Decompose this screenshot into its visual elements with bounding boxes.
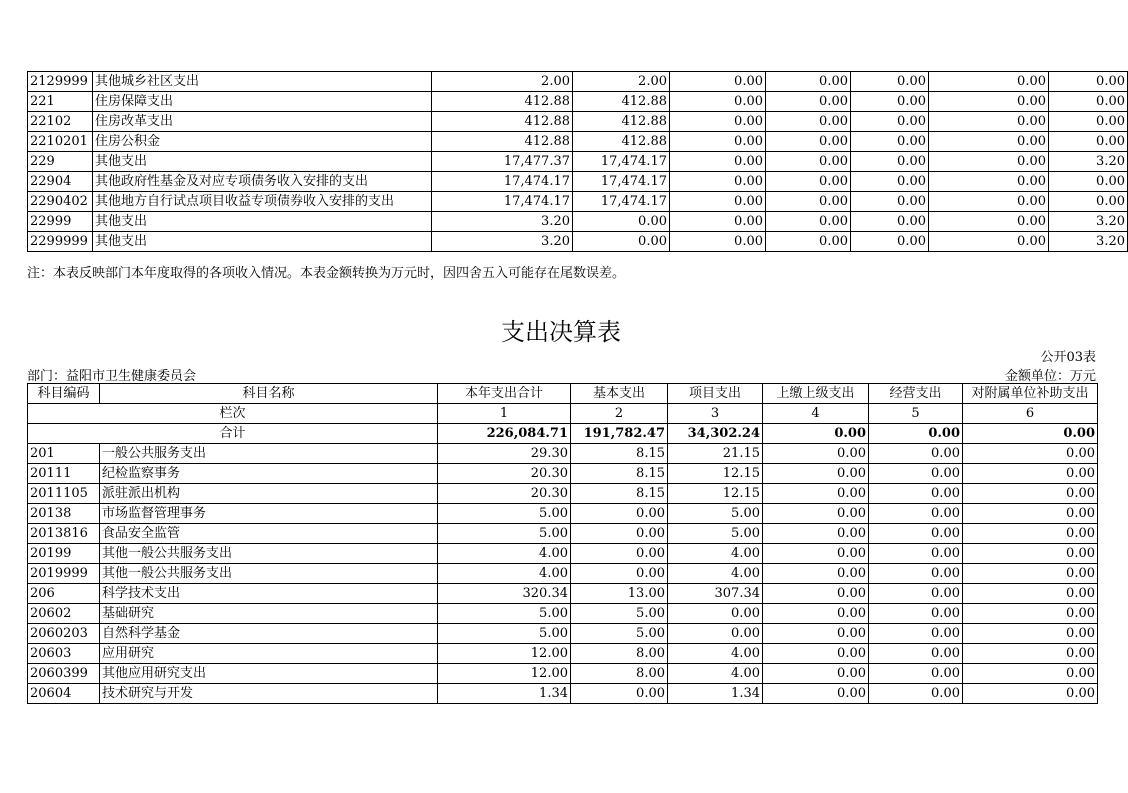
table-row <box>28 564 1098 584</box>
amount-cell: 0.00 <box>766 192 851 212</box>
subject-code-cell: 20111 <box>28 464 100 484</box>
amount-cell: 0.00 <box>869 524 963 544</box>
amount-cell: 4.00 <box>438 544 571 564</box>
amount-cell: 0.00 <box>963 604 1098 624</box>
subject-name-cell: 技术研究与开发 <box>100 684 438 704</box>
amount-cell: 17,474.17 <box>432 192 573 212</box>
amount-cell: 4.00 <box>668 564 763 584</box>
amount-cell: 0.00 <box>963 524 1098 544</box>
amount-cell: 20.30 <box>438 484 571 504</box>
subject-code-cell: 229 <box>28 152 93 172</box>
subject-code-cell: 2060399 <box>28 664 100 684</box>
amount-cell: 0.00 <box>766 132 851 152</box>
amount-cell: 0.00 <box>869 684 963 704</box>
subject-name-cell: 其他一般公共服务支出 <box>100 544 438 564</box>
table-row <box>28 664 1098 684</box>
amount-cell: 0.00 <box>766 232 851 252</box>
amount-cell: 12.00 <box>438 644 571 664</box>
amount-cell: 0.00 <box>963 444 1098 464</box>
amount-cell: 0.00 <box>670 172 766 192</box>
amount-cell: 0.00 <box>668 604 763 624</box>
total-row <box>28 424 1098 444</box>
amount-cell: 0.00 <box>963 584 1098 604</box>
amount-cell: 0.00 <box>929 212 1049 232</box>
amount-cell: 0.00 <box>851 72 929 92</box>
subject-code-cell: 2013816 <box>28 524 100 544</box>
amount-cell: 0.00 <box>929 72 1049 92</box>
subject-code-cell: 22102 <box>28 112 93 132</box>
total-amount-cell: 0.00 <box>869 424 963 444</box>
amount-cell: 0.00 <box>571 544 668 564</box>
amount-cell: 0.00 <box>1049 72 1128 92</box>
subject-name-cell: 派驻派出机构 <box>100 484 438 504</box>
amount-cell: 0.00 <box>763 644 869 664</box>
column-number: 5 <box>869 404 963 424</box>
table-row <box>28 524 1098 544</box>
amount-cell: 0.00 <box>963 644 1098 664</box>
subject-name-cell: 其他政府性基金及对应专项债务收入安排的支出 <box>93 172 432 192</box>
subject-code-cell: 2210201 <box>28 132 93 152</box>
amount-cell: 4.00 <box>668 644 763 664</box>
amount-cell: 1.34 <box>438 684 571 704</box>
amount-cell: 0.00 <box>670 72 766 92</box>
subject-code-cell: 206 <box>28 584 100 604</box>
amount-cell: 0.00 <box>571 564 668 584</box>
amount-cell: 12.00 <box>438 664 571 684</box>
amount-cell: 0.00 <box>851 152 929 172</box>
amount-cell: 0.00 <box>670 132 766 152</box>
subject-name-cell: 市场监督管理事务 <box>100 504 438 524</box>
amount-cell: 17,474.17 <box>573 152 670 172</box>
table-code-label: 公开03表 <box>1040 350 1096 365</box>
amount-cell: 5.00 <box>438 524 571 544</box>
amount-cell: 0.00 <box>573 212 670 232</box>
column-header: 科目名称 <box>100 384 438 404</box>
subject-name-cell: 纪检监察事务 <box>100 464 438 484</box>
subject-code-cell: 2011105 <box>28 484 100 504</box>
amount-cell: 412.88 <box>432 132 573 152</box>
amount-cell: 0.00 <box>766 152 851 172</box>
amount-cell: 5.00 <box>438 504 571 524</box>
amount-cell: 8.15 <box>571 444 668 464</box>
subject-name-cell: 住房保障支出 <box>93 92 432 112</box>
amount-cell: 0.00 <box>929 232 1049 252</box>
subject-code-cell: 20604 <box>28 684 100 704</box>
amount-cell: 0.00 <box>963 664 1098 684</box>
amount-cell: 17,474.17 <box>573 192 670 212</box>
column-number: 4 <box>763 404 869 424</box>
amount-cell: 320.34 <box>438 584 571 604</box>
amount-cell: 2.00 <box>573 72 670 92</box>
amount-cell: 0.00 <box>851 232 929 252</box>
amount-cell: 0.00 <box>851 132 929 152</box>
amount-cell: 0.00 <box>869 604 963 624</box>
subject-code-cell: 221 <box>28 92 93 112</box>
column-number: 6 <box>963 404 1098 424</box>
amount-cell: 12.15 <box>668 464 763 484</box>
amount-cell: 8.00 <box>571 644 668 664</box>
amount-cell: 0.00 <box>869 544 963 564</box>
amount-cell: 5.00 <box>438 604 571 624</box>
table-row <box>28 72 1128 92</box>
amount-cell: 0.00 <box>670 232 766 252</box>
table-row <box>28 112 1128 132</box>
amount-cell: 0.00 <box>1049 92 1128 112</box>
total-amount-cell: 226,084.71 <box>438 424 571 444</box>
subject-code-cell: 2290402 <box>28 192 93 212</box>
amount-cell: 0.00 <box>929 152 1049 172</box>
header-row <box>28 384 1098 404</box>
amount-cell: 412.88 <box>432 92 573 112</box>
amount-cell: 412.88 <box>432 112 573 132</box>
subject-name-cell: 食品安全监管 <box>100 524 438 544</box>
column-header: 科目编码 <box>28 384 100 404</box>
table-row <box>28 604 1098 624</box>
amount-cell: 0.00 <box>670 152 766 172</box>
amount-cell: 0.00 <box>851 192 929 212</box>
amount-cell: 0.00 <box>851 92 929 112</box>
column-header: 对附属单位补助支出 <box>963 384 1098 404</box>
amount-cell: 0.00 <box>766 72 851 92</box>
subject-code-cell: 22904 <box>28 172 93 192</box>
amount-cell: 0.00 <box>571 524 668 544</box>
amount-cell: 4.00 <box>668 544 763 564</box>
amount-cell: 0.00 <box>571 504 668 524</box>
amount-cell: 0.00 <box>763 444 869 464</box>
table-row <box>28 644 1098 664</box>
table-row <box>28 624 1098 644</box>
amount-cell: 0.00 <box>869 444 963 464</box>
amount-cell: 0.00 <box>869 484 963 504</box>
amount-cell: 412.88 <box>573 132 670 152</box>
amount-cell: 0.00 <box>1049 112 1128 132</box>
amount-cell: 8.15 <box>571 484 668 504</box>
amount-cell: 29.30 <box>438 444 571 464</box>
amount-cell: 0.00 <box>766 92 851 112</box>
amount-cell: 0.00 <box>763 664 869 684</box>
subject-code-cell: 20603 <box>28 644 100 664</box>
amount-cell: 8.00 <box>571 664 668 684</box>
subject-name-cell: 其他城乡社区支出 <box>93 72 432 92</box>
amount-cell: 0.00 <box>763 464 869 484</box>
amount-cell: 0.00 <box>869 504 963 524</box>
amount-cell: 0.00 <box>929 172 1049 192</box>
table-row <box>28 92 1128 112</box>
amount-cell: 412.88 <box>573 92 670 112</box>
subject-code-cell: 2060203 <box>28 624 100 644</box>
amount-cell: 0.00 <box>869 644 963 664</box>
amount-cell: 0.00 <box>670 92 766 112</box>
amount-cell: 0.00 <box>851 112 929 132</box>
column-header: 上缴上级支出 <box>763 384 869 404</box>
column-number: 1 <box>438 404 571 424</box>
amount-cell: 0.00 <box>963 564 1098 584</box>
amount-cell: 0.00 <box>766 212 851 232</box>
total-amount-cell: 0.00 <box>963 424 1098 444</box>
expenditure-table <box>27 383 1098 704</box>
unit-label: 金额单位：万元 <box>1004 369 1096 384</box>
amount-cell: 0.00 <box>668 624 763 644</box>
amount-cell: 0.00 <box>869 624 963 644</box>
subject-name-cell: 住房公积金 <box>93 132 432 152</box>
table-row <box>28 172 1128 192</box>
amount-cell: 17,474.17 <box>573 172 670 192</box>
footnote: 注：本表反映部门本年度取得的各项收入情况。本表金额转换为万元时，因四舍五入可能存在尾数误差。 <box>27 266 626 281</box>
amount-cell: 3.20 <box>1049 232 1128 252</box>
amount-cell: 5.00 <box>668 504 763 524</box>
table-row <box>28 132 1128 152</box>
page-title: 支出决算表 <box>501 318 621 346</box>
subject-name-cell: 自然科学基金 <box>100 624 438 644</box>
amount-cell: 0.00 <box>963 504 1098 524</box>
column-number: 3 <box>668 404 763 424</box>
top-table <box>27 71 1128 252</box>
subject-code-cell: 20602 <box>28 604 100 624</box>
amount-cell: 0.00 <box>763 484 869 504</box>
subject-code-cell: 2019999 <box>28 564 100 584</box>
amount-cell: 4.00 <box>668 664 763 684</box>
amount-cell: 5.00 <box>438 624 571 644</box>
amount-cell: 0.00 <box>1049 132 1128 152</box>
amount-cell: 0.00 <box>929 112 1049 132</box>
department-label: 部门：益阳市卫生健康委员会 <box>27 369 197 384</box>
subject-code-cell: 20199 <box>28 544 100 564</box>
table-row <box>28 484 1098 504</box>
amount-cell: 20.30 <box>438 464 571 484</box>
subject-code-cell: 2129999 <box>28 72 93 92</box>
table-row <box>28 684 1098 704</box>
subject-name-cell: 其他支出 <box>93 212 432 232</box>
table-row <box>28 444 1098 464</box>
table-row <box>28 584 1098 604</box>
amount-cell: 0.00 <box>869 584 963 604</box>
amount-cell: 0.00 <box>573 232 670 252</box>
amount-cell: 2.00 <box>432 72 573 92</box>
subject-name-cell: 其他支出 <box>93 232 432 252</box>
column-number-label: 栏次 <box>28 404 438 424</box>
subject-code-cell: 2299999 <box>28 232 93 252</box>
amount-cell: 3.20 <box>1049 212 1128 232</box>
subject-name-cell: 一般公共服务支出 <box>100 444 438 464</box>
amount-cell: 21.15 <box>668 444 763 464</box>
subject-code-cell: 20138 <box>28 504 100 524</box>
column-header: 基本支出 <box>571 384 668 404</box>
subject-name-cell: 其他一般公共服务支出 <box>100 564 438 584</box>
amount-cell: 0.00 <box>869 664 963 684</box>
table-row <box>28 464 1098 484</box>
amount-cell: 0.00 <box>1049 192 1128 212</box>
amount-cell: 5.00 <box>571 624 668 644</box>
column-header: 项目支出 <box>668 384 763 404</box>
amount-cell: 0.00 <box>766 172 851 192</box>
amount-cell: 17,477.37 <box>432 152 573 172</box>
amount-cell: 1.34 <box>668 684 763 704</box>
amount-cell: 0.00 <box>571 684 668 704</box>
amount-cell: 17,474.17 <box>432 172 573 192</box>
amount-cell: 0.00 <box>763 684 869 704</box>
amount-cell: 0.00 <box>766 112 851 132</box>
amount-cell: 12.15 <box>668 484 763 504</box>
total-amount-cell: 0.00 <box>763 424 869 444</box>
amount-cell: 0.00 <box>763 544 869 564</box>
amount-cell: 8.15 <box>571 464 668 484</box>
amount-cell: 0.00 <box>1049 172 1128 192</box>
amount-cell: 0.00 <box>963 624 1098 644</box>
table-row <box>28 192 1128 212</box>
amount-cell: 0.00 <box>670 112 766 132</box>
table-row <box>28 212 1128 232</box>
amount-cell: 0.00 <box>763 504 869 524</box>
table-row <box>28 152 1128 172</box>
amount-cell: 0.00 <box>670 212 766 232</box>
column-header: 本年支出合计 <box>438 384 571 404</box>
amount-cell: 3.20 <box>432 212 573 232</box>
amount-cell: 0.00 <box>963 544 1098 564</box>
amount-cell: 0.00 <box>963 484 1098 504</box>
table-row <box>28 504 1098 524</box>
amount-cell: 0.00 <box>670 192 766 212</box>
amount-cell: 0.00 <box>963 684 1098 704</box>
amount-cell: 307.34 <box>668 584 763 604</box>
amount-cell: 0.00 <box>963 464 1098 484</box>
amount-cell: 0.00 <box>763 624 869 644</box>
subject-name-cell: 其他支出 <box>93 152 432 172</box>
amount-cell: 13.00 <box>571 584 668 604</box>
amount-cell: 412.88 <box>573 112 670 132</box>
amount-cell: 5.00 <box>571 604 668 624</box>
amount-cell: 5.00 <box>668 524 763 544</box>
amount-cell: 3.20 <box>1049 152 1128 172</box>
amount-cell: 3.20 <box>432 232 573 252</box>
subject-name-cell: 应用研究 <box>100 644 438 664</box>
column-number-row <box>28 404 1098 424</box>
amount-cell: 0.00 <box>869 564 963 584</box>
amount-cell: 0.00 <box>929 92 1049 112</box>
subject-code-cell: 201 <box>28 444 100 464</box>
amount-cell: 0.00 <box>763 564 869 584</box>
amount-cell: 0.00 <box>763 604 869 624</box>
total-amount-cell: 34,302.24 <box>668 424 763 444</box>
amount-cell: 0.00 <box>763 524 869 544</box>
amount-cell: 0.00 <box>763 584 869 604</box>
total-label: 合计 <box>28 424 438 444</box>
subject-code-cell: 22999 <box>28 212 93 232</box>
subject-name-cell: 科学技术支出 <box>100 584 438 604</box>
subject-name-cell: 其他地方自行试点项目收益专项债券收入安排的支出 <box>93 192 432 212</box>
amount-cell: 4.00 <box>438 564 571 584</box>
amount-cell: 0.00 <box>929 132 1049 152</box>
amount-cell: 0.00 <box>851 172 929 192</box>
total-amount-cell: 191,782.47 <box>571 424 668 444</box>
column-header: 经营支出 <box>869 384 963 404</box>
column-number: 2 <box>571 404 668 424</box>
table-row <box>28 232 1128 252</box>
table-row <box>28 544 1098 564</box>
amount-cell: 0.00 <box>869 464 963 484</box>
amount-cell: 0.00 <box>929 192 1049 212</box>
subject-name-cell: 住房改革支出 <box>93 112 432 132</box>
amount-cell: 0.00 <box>851 212 929 232</box>
subject-name-cell: 其他应用研究支出 <box>100 664 438 684</box>
subject-name-cell: 基础研究 <box>100 604 438 624</box>
